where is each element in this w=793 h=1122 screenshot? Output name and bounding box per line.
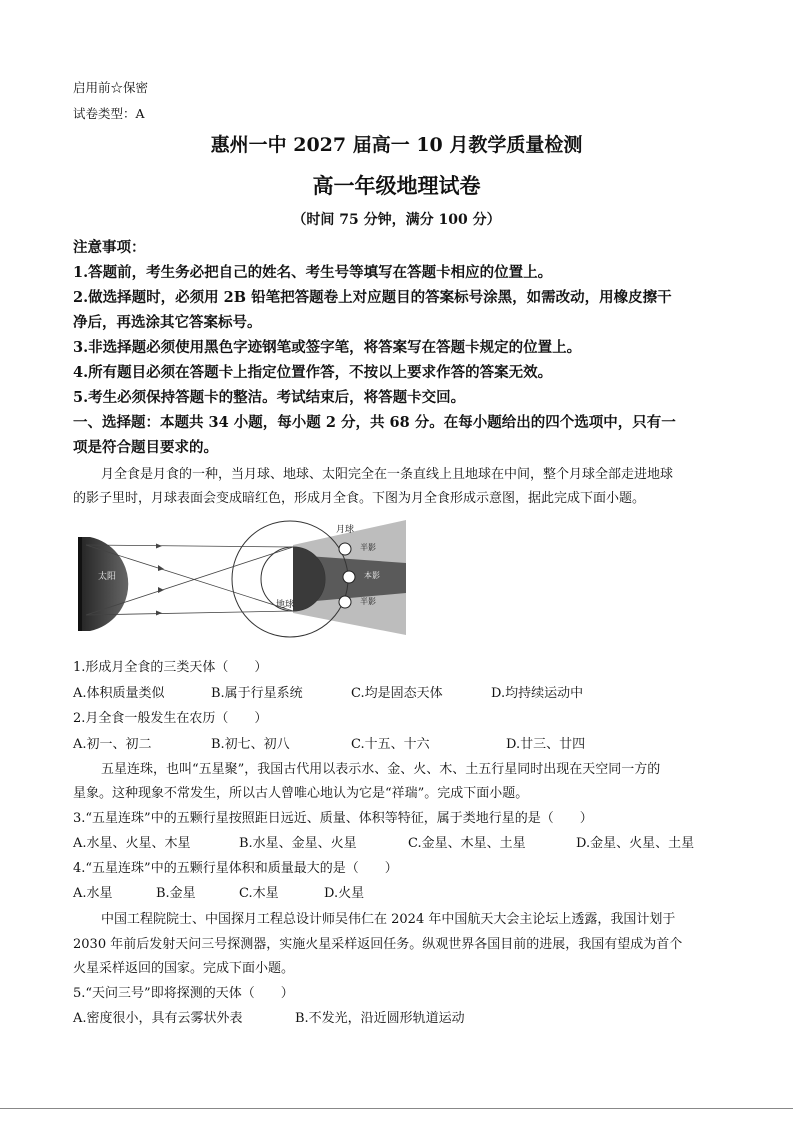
option: B.金星 [156,886,196,901]
notice-item: 3.非选择题必须使用黑色字迹钢笔或签字笔，将答案写在答题卡规定的位置上。 [73,339,582,356]
option: C.均是固态天体 [351,686,443,701]
moon-bottom [339,596,351,608]
passage-paragraph: 星象。这种现象不常发生，所以古人曾唯心地认为它是“祥瑞”。完成下面小题。 [73,786,529,801]
section-heading-cont: 项是符合题目要求的。 [73,439,218,456]
question-stem: 4.“五星连珠”中的五颗行星体积和质量最大的是（ ） [73,861,398,876]
penumbra-top-label: 半影 [360,543,376,552]
moon-top [339,543,351,555]
option: B.不发光，沿近圆形轨道运动 [295,1011,465,1026]
option: D.廿三、廿四 [506,737,586,752]
option: C.十五、十六 [351,737,430,752]
confidential-label: 启用前☆保密 [73,80,149,95]
notice-item: 1.答题前，考生务必把自己的姓名、考生号等填写在答题卡相应的位置上。 [73,264,553,281]
option: C.金星、木星、土星 [408,836,526,851]
notice-item: 净后，再选涂其它答案标号。 [73,314,262,331]
option: A.体积质量类似 [73,686,165,701]
notice-heading: 注意事项： [73,239,146,256]
option: B.属于行星系统 [211,686,303,701]
moon-center [343,571,355,583]
passage-paragraph: 的影子里时，月球表面会变成暗红色，形成月全食。下图为月全食形成示意图，据此完成下面小题。 [73,491,646,506]
penumbra-bottom-label: 半影 [360,597,376,606]
option: A.初一、初二 [73,737,152,752]
passage-paragraph: 五星连珠，也叫“五星聚”，我国古代用以表示水、金、火、木、土五行星同时出现在天空同一方的 [101,762,661,777]
option: D.火星 [324,886,365,901]
earth [261,547,325,611]
notice-item: 2.做选择题时，必须用 2B 铅笔把答题卷上对应题目的答案标号涂黑，如需改动，用橡皮擦干 [73,289,672,306]
option: C.木星 [239,886,279,901]
question-stem: 5.“天问三号”即将探测的天体（ ） [73,986,294,1001]
passage-paragraph: 月全食是月食的一种，当月球、地球、太阳完全在一条直线上且地球在中间，整个月球全部走进地球 [101,467,674,482]
exam-title: 惠州一中 2027 届高一 10 月教学质量检测 [210,134,583,156]
option: A.密度很小，具有云雾状外表 [73,1011,243,1026]
section-heading: 一、选择题：本题共 34 小题，每小题 2 分，共 68 分。在每小题给出的四个选项中，只有一 [73,414,676,431]
page-bottom-rule [0,1108,793,1109]
option: D.均持续运动中 [491,686,584,701]
exam-subtitle: 高一年级地理试卷 [312,173,481,198]
passage-paragraph: 火星采样返回的国家。完成下面小题。 [73,961,295,976]
notice-item: 4.所有题目必须在答题卡上指定位置作答，不按以上要求作答的答案无效。 [73,364,553,381]
paper-type-label: 试卷类型：A [73,106,145,121]
notice-item: 5.考生必须保持答题卡的整洁。考试结束后，将答题卡交回。 [73,389,466,406]
lunar-eclipse-diagram [78,515,413,640]
option: A.水星、火星、木星 [73,836,191,851]
earth-label: 地球 [276,600,295,610]
sun-label: 太阳 [98,572,117,582]
question-stem: 1.形成月全食的三类天体（ ） [73,660,268,675]
option: B.初七、初八 [211,737,290,752]
passage-paragraph: 中国工程院院士、中国探月工程总设计师吴伟仁在 2024 年中国航天大会主论坛上透露，我国计划于 [101,912,676,927]
moon-label: 月球 [336,525,355,535]
passage-paragraph: 2030 年前后发射天问三号探测器，实施火星采样返回任务。纵观世界各国目前的进展，我国有望成为首个 [73,937,683,952]
umbra-label: 本影 [364,571,380,580]
option: B.水星、金星、火星 [239,836,357,851]
question-stem: 2.月全食一般发生在农历（ ） [73,711,268,726]
option: A.水星 [73,886,113,901]
option: D.金星、火星、土星 [576,836,695,851]
exam-time-info: （时间 75 分钟，满分 100 分） [292,212,501,228]
question-stem: 3.“五星连珠”中的五颗行星按照距日远近、质量、体积等特征，属于类地行星的是（ ） [73,811,593,826]
